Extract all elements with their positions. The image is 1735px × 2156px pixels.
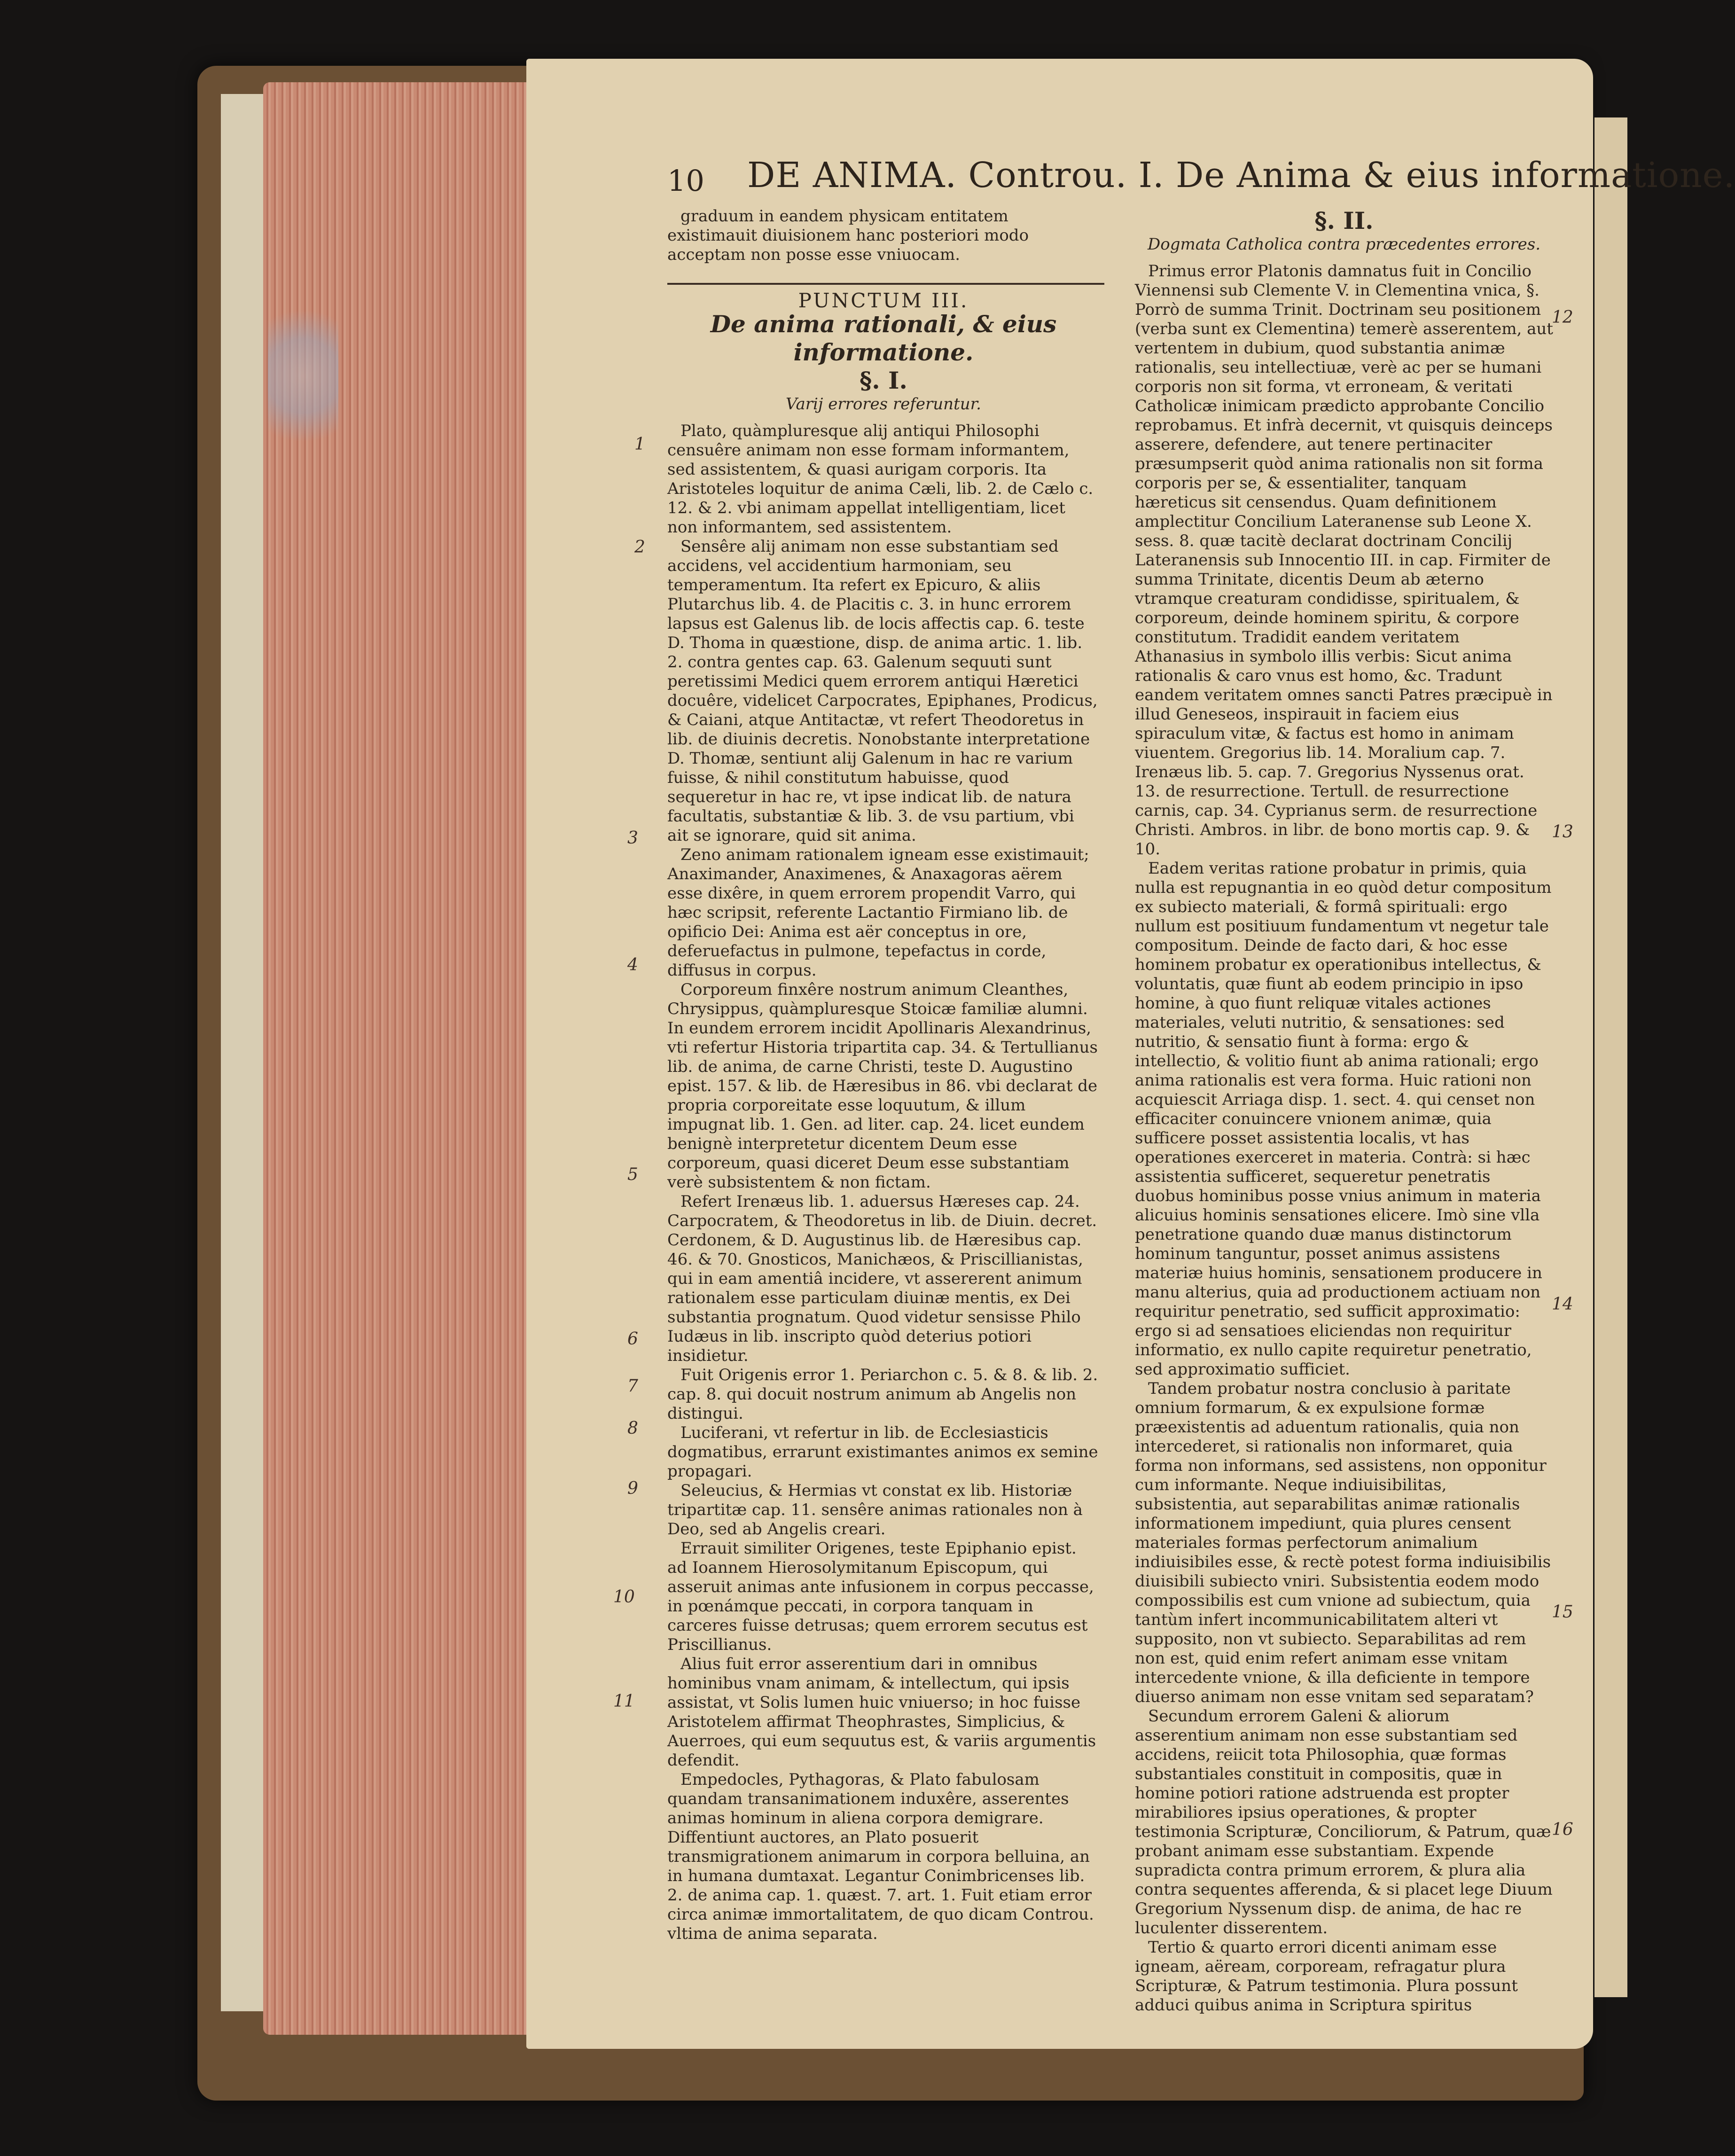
left-para-5: Refert Irenæus lib. 1. aduersus Hæreses cap. 24. Carpocratem, & Theodoretus in lib. de Diuin. decret. Cerdonem, & D. Augustinus lib. de Hæresibus cap. 46. & 70. Gnosticos, Manichæos, & Priscillianistas, qui in eam amentiâ incidere, vt assererent animum rationalem esse particulam diuinæ mentis, ex Dei substantia prognatum. Quod videtur sensisse Philo Iudæus in lib. inscripto quòd deterius potiori insidietur. [667, 1192, 1097, 1365]
left-para-10: Alius fuit error asserentium dari in omnibus hominibus vnam animam, & intellectum, qui ipsis assistat, vt Solis lumen huic vniuerso; in hoc fuisse Aristotelem affirmat Theophrastes, Simplicius, & Auerroes, qui eum sequutus est, & variis argumentis defendit. [667, 1655, 1096, 1770]
left-para-4: Corporeum finxêre nostrum animum Cleanthes, Chrysippus, quàmpluresque Stoicæ familiæ alumni. In eundem errorem incidit Apollinaris Alexandrinus, vti refertur Historia tripartita cap. 34. & Tertullianus lib. de anima, de carne Christi, teste D. Augustino epist. 157. & lib. de Hæresibus in 86. vbi declarat de propria corporeitate esse loquutum, & illum impugnat lib. 1. Gen. ad liter. cap. 24. licet eundem benignè interpretetur dicentem Deum esse corporeum, quasi diceret Deum esse substantiam verè subsistentem & non fictam. [667, 980, 1098, 1192]
left-para-7: Luciferani, vt refertur in lib. de Ecclesiasticis dogmatibus, errarunt existimantes animos ex semine propagari. [667, 1423, 1098, 1481]
margin-number: 2 [634, 538, 645, 557]
left-para-11: Empedocles, Pythagoras, & Plato fabulosam quandam transanimationem induxêre, asserentes animas hominum in aliena corpora demigrare. Diffentiunt auctores, an Plato posuerit transmigrationem animarum in corpora belluina, an in humana dumtaxat. Legantur Conimbricenses lib. 2. de anima cap. 1. quæst. 7. art. 1. Fuit etiam error circa animæ immortalitatem, de quo dicam Controu. vltima de anima separata. [667, 1770, 1094, 1943]
running-title: DE ANIMA. Controu. I. De Anima & eius informatione. [747, 155, 1735, 195]
left-para-8: Seleucius, & Hermias vt constat ex lib. Historiæ tripartitæ cap. 11. sensêre animas rationales non à Deo, sed ab Angelis creari. [667, 1481, 1083, 1539]
margin-number: 4 [627, 955, 638, 975]
endpaper [221, 94, 268, 2011]
left-para-9: Errauit similiter Origenes, teste Epiphanio epist. ad Ioannem Hierosolymitanum Episcopum, qui asseruit animas ante infusionem in corpus peccasse, in pœnámque peccati, in corpora tanquam in carceres fuisse detrusas; quem errorem secutus est Priscillianus. [667, 1539, 1094, 1654]
margin-number: 8 [627, 1419, 638, 1438]
right-para-16: Tertio & quarto errori dicenti animam esse igneam, aëream, corpoream, refragatur plura Scripturæ, & Patrum testimonia. Plura possunt adduci quibus anima in Scriptura spiritus [1135, 1938, 1518, 2015]
margin-number: 6 [627, 1329, 638, 1349]
margin-number: 14 [1552, 1295, 1573, 1314]
margin-number: 13 [1552, 822, 1573, 842]
left-para-1: Plato, quàmpluresque alij antiqui Philosophi censuêre animam non esse formam informantem, sed assistentem, & quasi aurigam corporis. Ita Aristoteles loquitur de anima Cæli, lib. 2. de Cælo c. 12. & 2. vbi animam appellat intelligentiam, licet non informantem, sed assistentem. [667, 422, 1094, 537]
next-page-edge [1594, 117, 1627, 1997]
margin-number: 11 [613, 1692, 635, 1711]
margin-number: 9 [627, 1479, 638, 1498]
margin-number: 1 [634, 435, 645, 454]
left-para-3: Zeno animam rationalem igneam esse existimauit; Anaximander, Anaximenes, & Anaxagoras aërem esse dixêre, in quem errorem propendit Varro, qui hæc scripsit, referente Lactantio Firmiano lib. de opificio Dei: Anima est aër conceptus in ore, deferuefactus in pulmone, tepefactus in corde, diffusus in corpus. [667, 845, 1089, 980]
section-note: Varij errores referuntur. [786, 395, 981, 414]
water-stain [268, 291, 338, 461]
margin-number: 5 [627, 1165, 638, 1184]
section-title: PUNCTUM III. [798, 289, 969, 312]
right-column [1135, 207, 1553, 2015]
margin-number: 10 [613, 1587, 635, 1607]
left-intro: graduum in eandem physicam entitatem existimauit diuisionem hanc posteriori modo acceptam non posse esse vniuocam. [667, 207, 1029, 264]
left-para-2: Sensêre alij animam non esse substantiam sed accidens, vel accidentium harmoniam, seu temperamentum. Ita refert ex Epicuro, & aliis Plutarchus lib. 4. de Placitis c. 3. in hunc errorem lapsus est Galenus lib. de locis affectis cap. 6. teste D. Thoma in quæstione, disp. de anima artic. 1. lib. 2. contra gentes cap. 63. Galenum sequuti sunt peretissimi Medici quem errorem antiqui Hæretici docuêre, videlicet Carpocrates, Epiphanes, Prodicus, & Caiani, atque Antitactæ, vt refert Theodoretus in lib. de diuinis decretis. Nonobstante interpretatione D. Thomæ, sentiunt alij Galenum in hac re varium fuisse, & nihil constitutum habuisse, quod sequeretur in hac re, vt ipse indicat lib. de natura facultatis, substantiæ & lib. 3. de vsu partium, vbi ait se ignorare, quid sit anima. [667, 537, 1098, 845]
page-number: 10 [667, 164, 704, 198]
left-para-6: Fuit Origenis error 1. Periarchon c. 5. & 8. & lib. 2. cap. 8. qui docuit nostrum animum ab Angelis non distingui. [667, 1366, 1098, 1423]
margin-number: 3 [627, 828, 638, 848]
margin-number: 16 [1552, 1820, 1573, 1839]
section-subtitle: De anima rationali, & eius informatione. [710, 310, 1057, 366]
running-header [667, 155, 1735, 211]
paragraph-mark: §. I. [860, 367, 907, 394]
right-para-12: Primus error Platonis damnatus fuit in Concilio Viennensi sub Clemente V. in Clementina vnica, §. Porrò de summa Trinit. Doctrinam seu positionem (verba sunt ex Clementina) temerè asserentem, aut vertentem in dubium, quod substantia animæ rationalis, seu intellectiuæ, verè ac per se humani corporis non sit forma, vt erroneam, & veritati Catholicæ inimicam prædicto approbante Concilio reprobamus. Et infrà decernit, vt quisquis deinceps asserere, defendere, aut tenere pertinaciter præsumpserit quòd anima rationalis non sit forma corporis per se, & essentialiter, tanquam hæreticus sit censendus. Quam definitionem amplectitur Concilium Lateranense sub Leone X. sess. 8. quæ tacitè declarat doctrinam Concilij Lateranensis sub Innocentio III. in cap. Firmiter de summa Trinitate, dicentis Deum ab æterno vtramque creaturam condidisse, spiritualem, & corporeum, deinde hominem spiritu, & corpore constitutum. Tradidit eandem veritatem Athanasius in symbolo illis verbis: Sicut anima rationalis & caro vnus est homo, &c. Tradunt eandem veritatem omnes sancti Patres præcipuè in illud Geneseos, inspirauit in faciem eius spiraculum vitæ, & factus est homo in animam viuentem. Gregorius lib. 14. Moralium cap. 7. Irenæus lib. 5. cap. 7. Gregorius Nyssenus orat. 13. de resurrectione. Tertull. de resurrectione carnis, cap. 34. Cyprianus serm. de resurrectione Christi. Ambros. in libr. de bono mortis cap. 9. & 10. [1135, 262, 1553, 859]
right-para-13: Eadem veritas ratione probatur in primis, quia nulla est repugnantia in eo quòd detur compositum ex subiecto materiali, & formâ spirituali: ergo nullum est positiuum fundamentum vt negetur tale compositum. Deinde de facto dari, & hoc esse hominem probatur ex operationibus intellectus, & voluntatis, quæ fiunt ab eodem principio in ipso homine, à quo fiunt reliquæ vitales actiones materiales, veluti nutritio, & sensationes: sed nutritio, & sensatio fiunt à forma: ergo & intellectio, & volitio fiunt ab anima rationali; ergo anima rationalis est vera forma. Huic rationi non acquiescit Arriaga disp. 1. sect. 4. qui censet non efficaciter conuincere vnionem animæ, quia sufficere posset assistentia localis, vt has operationes exerceret in materia. Contrà: si hæc assistentia sufficeret, sequeretur penetratis duobus hominibus posse vnius animum in materia alicuius hominis sensationes elicere. Imò sine vlla penetratione quando duæ manus distinctorum hominum tanguntur, posset animus assistens materiæ huius hominis, sensationem producere in manu alterius, quia ad productionem actiuam non requiritur penetratio, sed sufficit approximatio: ergo si ad sensatioes eliciendas non requiritur informatio, ex nullo capite requiretur penetratio, sed approximatio sufficiet. [1135, 859, 1552, 1379]
left-column [667, 207, 1100, 1944]
header-rule [667, 283, 1104, 285]
right-para-15: Secundum errorem Galeni & aliorum asserentium animam non esse substantiam sed accidens, reiicit tota Philosophia, quæ formas substantiales constituit in compositis, quæ in homine potiori ratione adstruenda est propter mirabiliores ipsius operationes, & propter testimonia Scripturæ, Conciliorum, & Patrum, quæ probant animam esse substantiam. Expende supradicta contra primum errorem, & plura alia contra sequentes afferenda, & si placet lege Diuum Gregorium Nyssenum disp. de anima, de hac re luculenter disserentem. [1135, 1707, 1553, 1937]
margin-number: 7 [627, 1376, 638, 1396]
right-para-14: Tandem probatur nostra conclusio à paritate omnium formarum, & ex expulsione formæ præexistentis ad aduentum rationalis, quia non intercederet, si rationalis non informaret, quia forma non informans, sed assistens, non opponitur cum informante. Neque indiuisibilitas, subsistentia, aut separabilitas animæ rationalis informationem impediunt, quia plures censent materiales formas perfectorum animalium indiuisibiles esse, & rectè potest forma indiuisibilis diuisibili subiecto vniri. Subsistentia eodem modo compossibilis est cum vnione ad subiectum, quia tantùm infert incommunicabilitatem alteri vt supposito, non vt subiecto. Separabilitas ad rem non est, quid enim refert animam esse vnitam intercedente vnione, & illa deficiente in tempore diuerso animam non esse vnitam sed separatam? [1135, 1379, 1551, 1706]
right-paragraph-mark: §. II. [1314, 207, 1374, 234]
margin-number: 12 [1552, 308, 1573, 327]
margin-number: 15 [1552, 1602, 1573, 1622]
right-section-note: Dogmata Catholica contra præcedentes errores. [1147, 235, 1541, 254]
